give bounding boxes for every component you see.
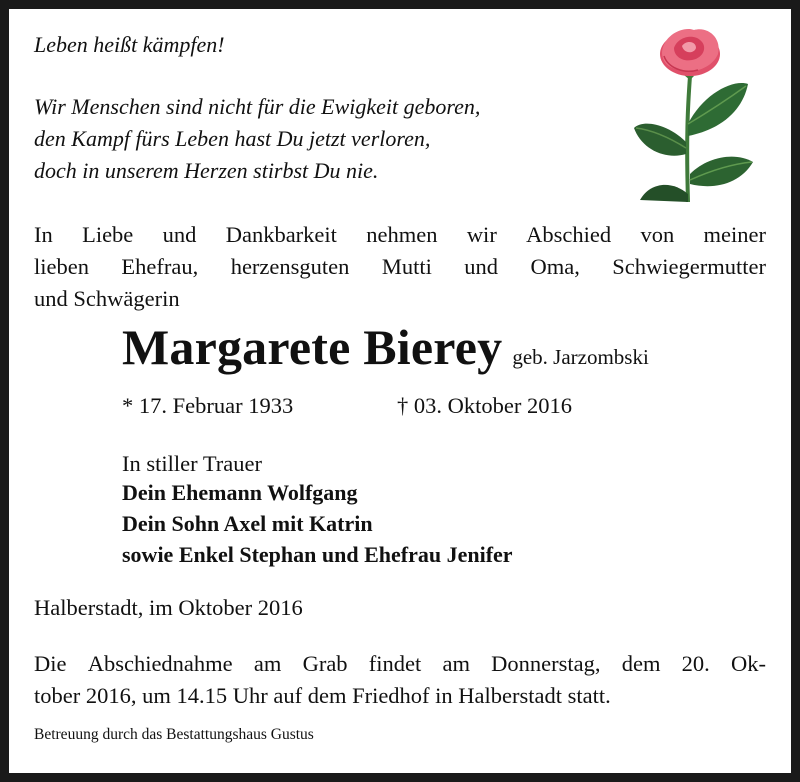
deceased-name-block	[122, 318, 649, 376]
word: Abschied	[526, 222, 612, 247]
word: Abschiednahme	[87, 651, 233, 676]
death-date: † 03. Oktober 2016	[397, 393, 572, 418]
word: am	[442, 651, 470, 676]
word: herzensguten	[230, 254, 350, 279]
rose-icon	[628, 24, 758, 204]
mourners-heading: In stiller Trauer	[122, 451, 262, 476]
word: am	[253, 651, 282, 676]
mourner-line: sowie Enkel Stephan und Ehefrau Jenifer	[122, 542, 513, 567]
funeral-home: Betreuung durch das Bestattungshaus Gustus	[34, 726, 314, 743]
place-date: Halberstadt, im Oktober 2016	[34, 595, 303, 620]
word: von	[640, 222, 675, 247]
word: Die	[34, 651, 67, 676]
word: dem	[621, 651, 661, 676]
word: Liebe	[82, 222, 134, 247]
word: Donnerstag,	[491, 651, 601, 676]
intro-line	[34, 251, 766, 282]
word: meiner	[703, 222, 766, 247]
word: nehmen	[366, 222, 438, 247]
deceased-name: Margarete Bierey	[122, 319, 503, 375]
word: und	[162, 222, 197, 247]
mourner-line: Dein Ehemann Wolfgang	[122, 480, 358, 505]
word: Oma,	[530, 254, 580, 279]
word: wir	[466, 222, 497, 247]
ceremony-line	[34, 648, 766, 679]
motto: Leben heißt kämpfen!	[34, 32, 225, 57]
intro-line: und Schwägerin	[34, 286, 180, 311]
word: Dankbarkeit	[225, 222, 337, 247]
birth-date: * 17. Februar 1933	[122, 393, 294, 418]
word: und	[464, 254, 499, 279]
word: Ehefrau,	[121, 254, 199, 279]
intro-line	[34, 219, 766, 250]
word: Mutti	[381, 254, 432, 279]
maiden-name: geb. Jarzombski	[512, 345, 649, 369]
poem-line: doch in unserem Herzen stirbst Du nie.	[34, 158, 379, 183]
word: Schwiegermutter	[612, 254, 766, 279]
word: findet	[368, 651, 422, 676]
word: In	[34, 222, 53, 247]
word: Grab	[302, 651, 348, 676]
poem-line: Wir Menschen sind nicht für die Ewigkeit geboren,	[34, 94, 481, 119]
word: Ok-	[731, 651, 766, 676]
poem-line: den Kampf fürs Leben hast Du jetzt verloren,	[34, 126, 431, 151]
word: lieben	[34, 254, 89, 279]
ceremony-line: tober 2016, um 14.15 Uhr auf dem Friedhof in Halberstadt statt.	[34, 683, 611, 708]
mourner-line: Dein Sohn Axel mit Katrin	[122, 511, 373, 536]
word: 20.	[681, 651, 710, 676]
